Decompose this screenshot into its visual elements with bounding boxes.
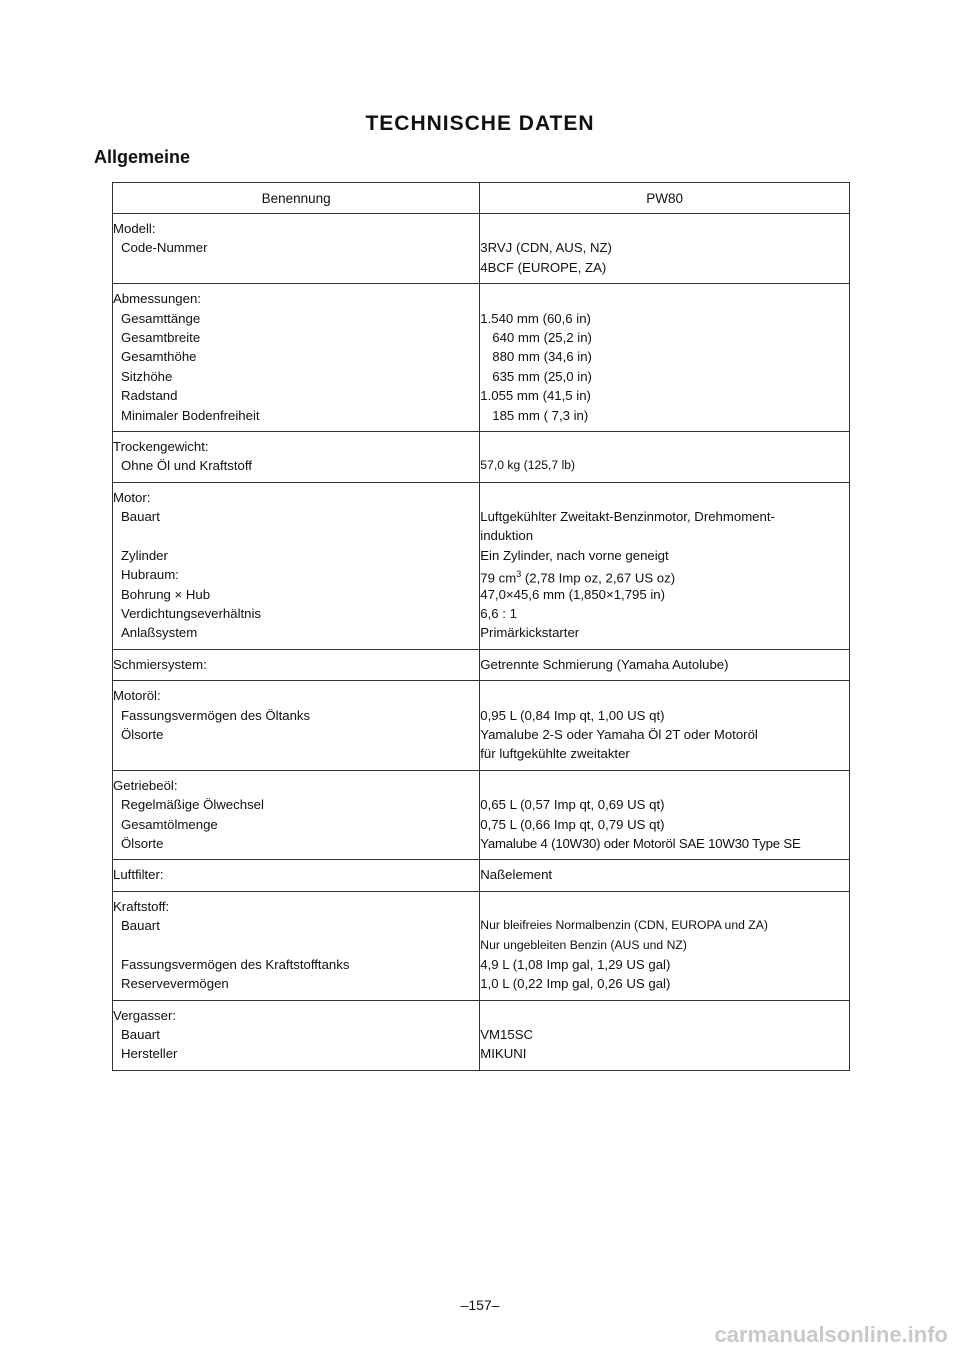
vergaser-bauart-value: VM15SC [480, 1027, 534, 1043]
vergaser-hersteller-label: Hersteller [121, 1046, 178, 1062]
code-value-2: 4BCF (EUROPE, ZA) [480, 259, 607, 275]
schmier-label: Schmiersystem: [113, 656, 207, 672]
getriebe-gesamt-label: Gesamtölmenge [121, 816, 218, 832]
dim-label: Minimaler Bodenfreiheit [121, 407, 260, 423]
dim-value: 640 mm (25,2 in) [492, 329, 592, 345]
hubraum-value [480, 565, 849, 584]
dim-label: Gesamthöhe [121, 349, 197, 365]
verdichtung-value: 6,6 : 1 [480, 606, 517, 622]
getriebe-head: Getriebeöl: [113, 777, 178, 793]
motoroel-fassung-value: 0,95 L (0,84 Imp qt, 1,00 US qt) [480, 707, 665, 723]
kraftstoff-reserve-value: 1,0 L (0,22 Imp gal, 0,26 US gal) [480, 976, 671, 992]
dim-label: Sitzhöhe [121, 368, 173, 384]
kraftstoff-fassung-label: Fassungsvermögen des Kraftstofftanks [121, 956, 350, 972]
vergaser-hersteller-value: MIKUNI [480, 1046, 527, 1062]
motor-head: Motor: [113, 489, 151, 505]
hubraum-sup: 3 [516, 569, 522, 580]
getriebe-wechsel-value: 0,65 L (0,57 Imp qt, 0,69 US qt) [480, 797, 665, 813]
anlass-label: Anlaßsystem [121, 625, 198, 641]
kraftstoff-head: Kraftstoff: [113, 898, 170, 914]
zylinder-value: Ein Zylinder, nach vorne geneigt [480, 547, 669, 563]
motoroel-fassung-label: Fassungsvermögen des Öltanks [121, 707, 311, 723]
bohrung-value: 47,0×45,6 mm (1,850×1,795 in) [480, 586, 666, 602]
table-row-abmessungen [113, 284, 850, 432]
table-row-luftfilter [113, 860, 850, 891]
vergaser-bauart-label: Bauart [121, 1027, 160, 1043]
header-model: PW80 [480, 183, 850, 214]
table-row-getriebe [113, 770, 850, 860]
kraftstoff-bauart-label: Bauart [121, 918, 160, 934]
section-title: Allgemeine [94, 147, 191, 167]
hubraum-value-b: (2,78 Imp oz, 2,67 US oz) [521, 570, 676, 586]
page-number: –157– [460, 1297, 500, 1313]
table-row-motoroel [113, 681, 850, 771]
hubraum-value-a: 79 cm [480, 570, 517, 586]
header-benennung: Benennung [113, 183, 480, 214]
spec-table [112, 182, 850, 1071]
dim-value: 880 mm (34,6 in) [492, 349, 592, 365]
schmier-value: Getrennte Schmierung (Yamaha Autolube) [480, 656, 729, 672]
dim-label: Gesamtbreite [121, 329, 201, 345]
kraftstoff-bauart-value-1: Nur bleifreies Normalbenzin (CDN, EUROPA und ZA) [480, 918, 768, 933]
dim-value: 635 mm (25,0 in) [492, 368, 592, 384]
trockengewicht-label: Ohne Öl und Kraftstoff [121, 458, 252, 474]
motoroel-sorte-value-1: Yamalube 2-S oder Yamaha Öl 2T oder Motoröl [480, 726, 758, 742]
luftfilter-label: Luftfilter: [113, 867, 164, 883]
motoroel-sorte-label: Ölsorte [121, 726, 164, 742]
code-value-1: 3RVJ (CDN, AUS, NZ) [480, 240, 612, 256]
kraftstoff-fassung-value: 4,9 L (1,08 Imp gal, 1,29 US gal) [480, 956, 671, 972]
dim-value: 1.540 mm (60,6 in) [480, 310, 591, 326]
kraftstoff-bauart-value-2: Nur ungebleiten Benzin (AUS und NZ) [480, 937, 687, 952]
watermark: carmanualsonline.info [714, 1322, 948, 1347]
anlass-value: Primärkickstarter [480, 625, 580, 641]
page-title: TECHNISCHE DATEN [365, 112, 595, 135]
dim-value: 1.055 mm (41,5 in) [480, 388, 591, 404]
abmessungen-head: Abmessungen: [113, 291, 201, 307]
luftfilter-value: Naßelement [480, 867, 553, 883]
zylinder-label: Zylinder [121, 547, 168, 563]
motor-bauart-label: Bauart [121, 509, 160, 525]
motoroel-head: Motoröl: [113, 688, 161, 704]
table-row-kraftstoff [113, 891, 850, 1000]
motor-bauart-value-2: induktion [480, 528, 534, 544]
dim-label: Gesamttänge [121, 310, 201, 326]
kraftstoff-reserve-label: Reservevermögen [121, 976, 229, 992]
dim-value: 185 mm ( 7,3 in) [492, 407, 589, 423]
table-header-row [113, 183, 850, 214]
getriebe-sorte-value: Yamalube 4 (10W30) oder Motoröl SAE 10W30 Type SE [480, 835, 801, 851]
getriebe-gesamt-value: 0,75 L (0,66 Imp qt, 0,79 US qt) [480, 816, 665, 832]
getriebe-sorte-label: Ölsorte [121, 835, 164, 851]
vergaser-head: Vergasser: [113, 1007, 177, 1023]
code-label: Code-Nummer [121, 240, 208, 256]
bohrung-label: Bohrung × Hub [121, 586, 211, 602]
trockengewicht-head: Trockengewicht: [113, 438, 209, 454]
dim-label: Radstand [121, 388, 178, 404]
motoroel-sorte-value-2: für luftgekühlte zweitakter [480, 746, 630, 762]
table-row-trockengewicht [113, 431, 850, 482]
getriebe-wechsel-label: Regelmäßige Ölwechsel [121, 797, 264, 813]
verdichtung-label: Verdichtungseverhältnis [121, 606, 262, 622]
motor-bauart-value-1: Luftgekühlter Zweitakt-Benzinmotor, Drehmoment- [480, 509, 775, 525]
modell-head: Modell: [113, 221, 156, 236]
table-row-motor [113, 482, 850, 649]
table-row-modell [113, 214, 850, 284]
table-row-vergaser [113, 1000, 850, 1070]
hubraum-label: Hubraum: [121, 567, 179, 583]
table-row-schmier [113, 649, 850, 680]
trockengewicht-value: 57,0 kg (125,7 lb) [480, 458, 576, 473]
